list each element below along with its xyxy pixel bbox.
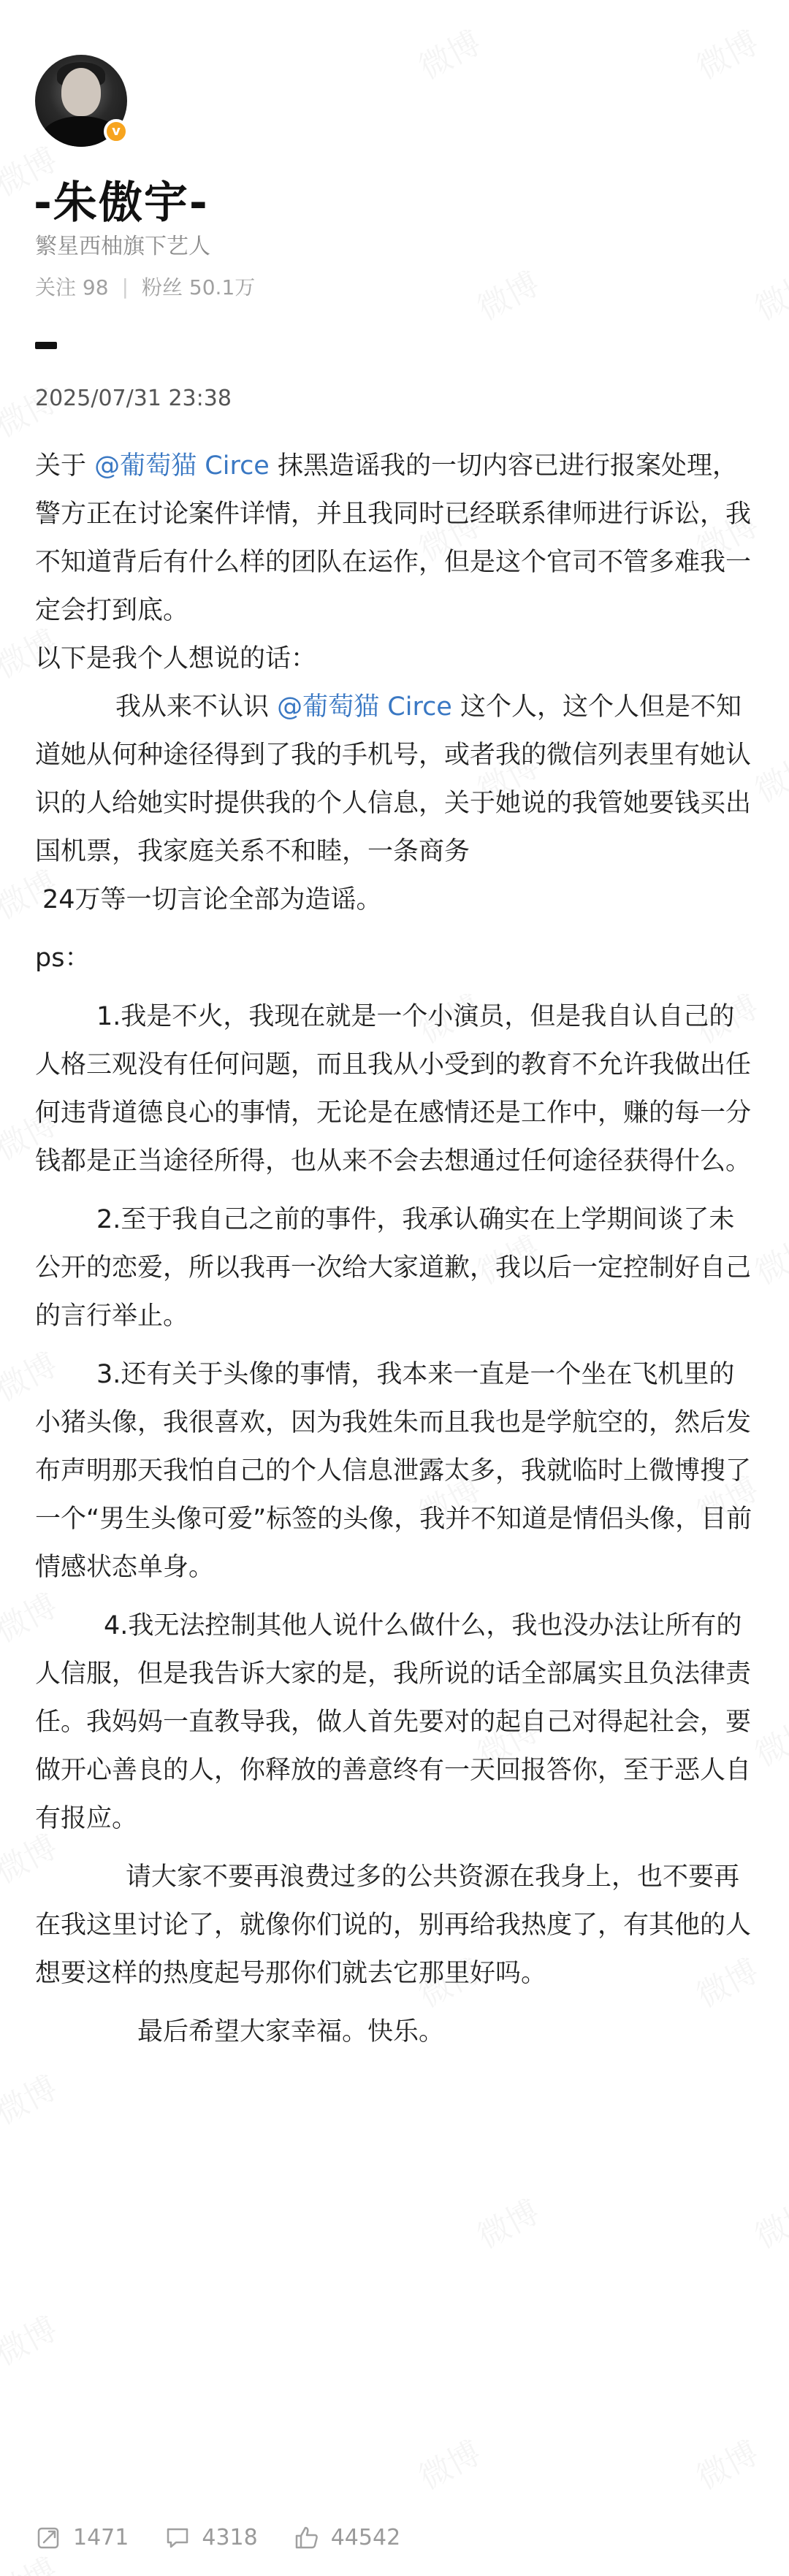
followers-stat[interactable] (142, 272, 255, 301)
paragraph-text: 抹黑造谣我的一切内容已进行报案处理，警方正在讨论案件详情，并且我同时已经联系律师进行诉讼，我不知道背后有什么样的团队在运作，但是这个官司不管多难我一定会打到底。 (35, 451, 752, 625)
post-actions (35, 2523, 435, 2551)
user-bio: 繁星西柚旗下艺人 (35, 234, 210, 259)
following-count: 98 (82, 275, 109, 299)
like-count: 44542 (330, 2524, 401, 2550)
username[interactable]: -朱傲宇- (34, 177, 209, 229)
watermark-text (468, 258, 546, 329)
paragraph-text: 这个人，这个人但是不知道她从何种途径得到了我的手机号，或者我的微信列表里有她认识的人给她实时提供我的个人信息，关于她说的我管她要钱买出国机票，我家庭关系不和睦，一条商务 (35, 692, 752, 866)
repost-count: 1471 (73, 2524, 129, 2550)
following-label: 关注 (35, 275, 77, 299)
watermark-text (0, 2062, 64, 2133)
point-2: 2.至于我自己之前的事件，我承认确实在上学期间谈了未公开的恋爱，所以我再一次给大家道歉，我以后一定控制好自己的言行举止。 (35, 1205, 752, 1331)
watermark-text (409, 17, 488, 88)
point-1: 1.我是不火，我现在就是一个小演员，但是我自认自己的人格三观没有任何问题，而且我从小受到的教育不允许我做出任何违背道德良心的事情，无论是在感情还是工作中，赚的每一分钱都是正当途径所得，也从来不会去想通过任何途径获得什么。 (35, 1002, 752, 1176)
paragraph-request: 请大家不要再浪费过多的公共资源在我身上，也不要再在我这里讨论了，就像你们说的，别再给我热度了，有其他的人想要这样的热度起号那你们就去它那里好吗。 (35, 1862, 752, 1988)
verified-badge-icon: v (104, 119, 129, 144)
paragraph-intro: 以下是我个人想说的话： (35, 644, 317, 673)
repost-icon (35, 2523, 63, 2551)
watermark-text (0, 2303, 64, 2374)
repost-button[interactable] (35, 2523, 129, 2551)
paragraph-denial (35, 683, 758, 876)
paragraph-text: 我从来不认识 (115, 692, 270, 722)
user-stats (35, 272, 255, 301)
comment-icon (164, 2523, 191, 2551)
paragraph-denial-end: 24万等一切言论全部为造谣。 (42, 885, 382, 914)
section-divider-mark (35, 342, 57, 349)
following-stat[interactable] (35, 272, 109, 301)
like-button[interactable] (293, 2523, 400, 2551)
mention-link[interactable]: @葡萄猫 Circe (94, 451, 270, 481)
ps-label: ps： (35, 944, 91, 973)
watermark-text (409, 2427, 488, 2499)
point-4: 4.我无法控制其他人说什么做什么，我也没办法让所有的人信服，但是我告诉大家的是，我所说的话全部属实且负法律责任。我妈妈一直教导我，做人首先要对的起自己对得起社会，要做开心善良的人，你释放的善意终有一天回报答你，至于恶人自有报应。 (35, 1611, 752, 1833)
watermark-text (687, 2427, 766, 2499)
paragraph-report (35, 442, 758, 635)
point-3: 3.还有关于头像的事情，我本来一直是一个坐在飞机里的小猪头像，我很喜欢，因为我姓朱而且我也是学航空的，然后发布声明那天我怕自己的个人信息泄露太多，我就临时上微博搜了一个“男生头像可爱”标签的头像，我并不知道是情侣头像，目前情感状态单身。 (35, 1360, 752, 1582)
watermark-text (687, 17, 766, 88)
followers-label: 粉丝 (142, 275, 183, 299)
comment-count: 4318 (202, 2524, 258, 2550)
paragraph-text: 关于 (35, 451, 87, 481)
mention-link[interactable]: @葡萄猫 Circe (277, 692, 452, 722)
post-content (35, 442, 758, 2056)
watermark-text (745, 258, 789, 329)
post-timestamp: 2025/07/31 23:38 (35, 386, 232, 411)
watermark-text (745, 2186, 789, 2258)
thumbs-up-icon (293, 2523, 321, 2551)
avatar[interactable] (35, 55, 127, 147)
comment-button[interactable] (164, 2523, 257, 2551)
watermark-text (468, 2186, 546, 2258)
paragraph-closing: 最后希望大家幸福。快乐。 (137, 2017, 445, 2046)
stats-divider: | (121, 274, 129, 299)
followers-count: 50.1万 (188, 275, 256, 299)
